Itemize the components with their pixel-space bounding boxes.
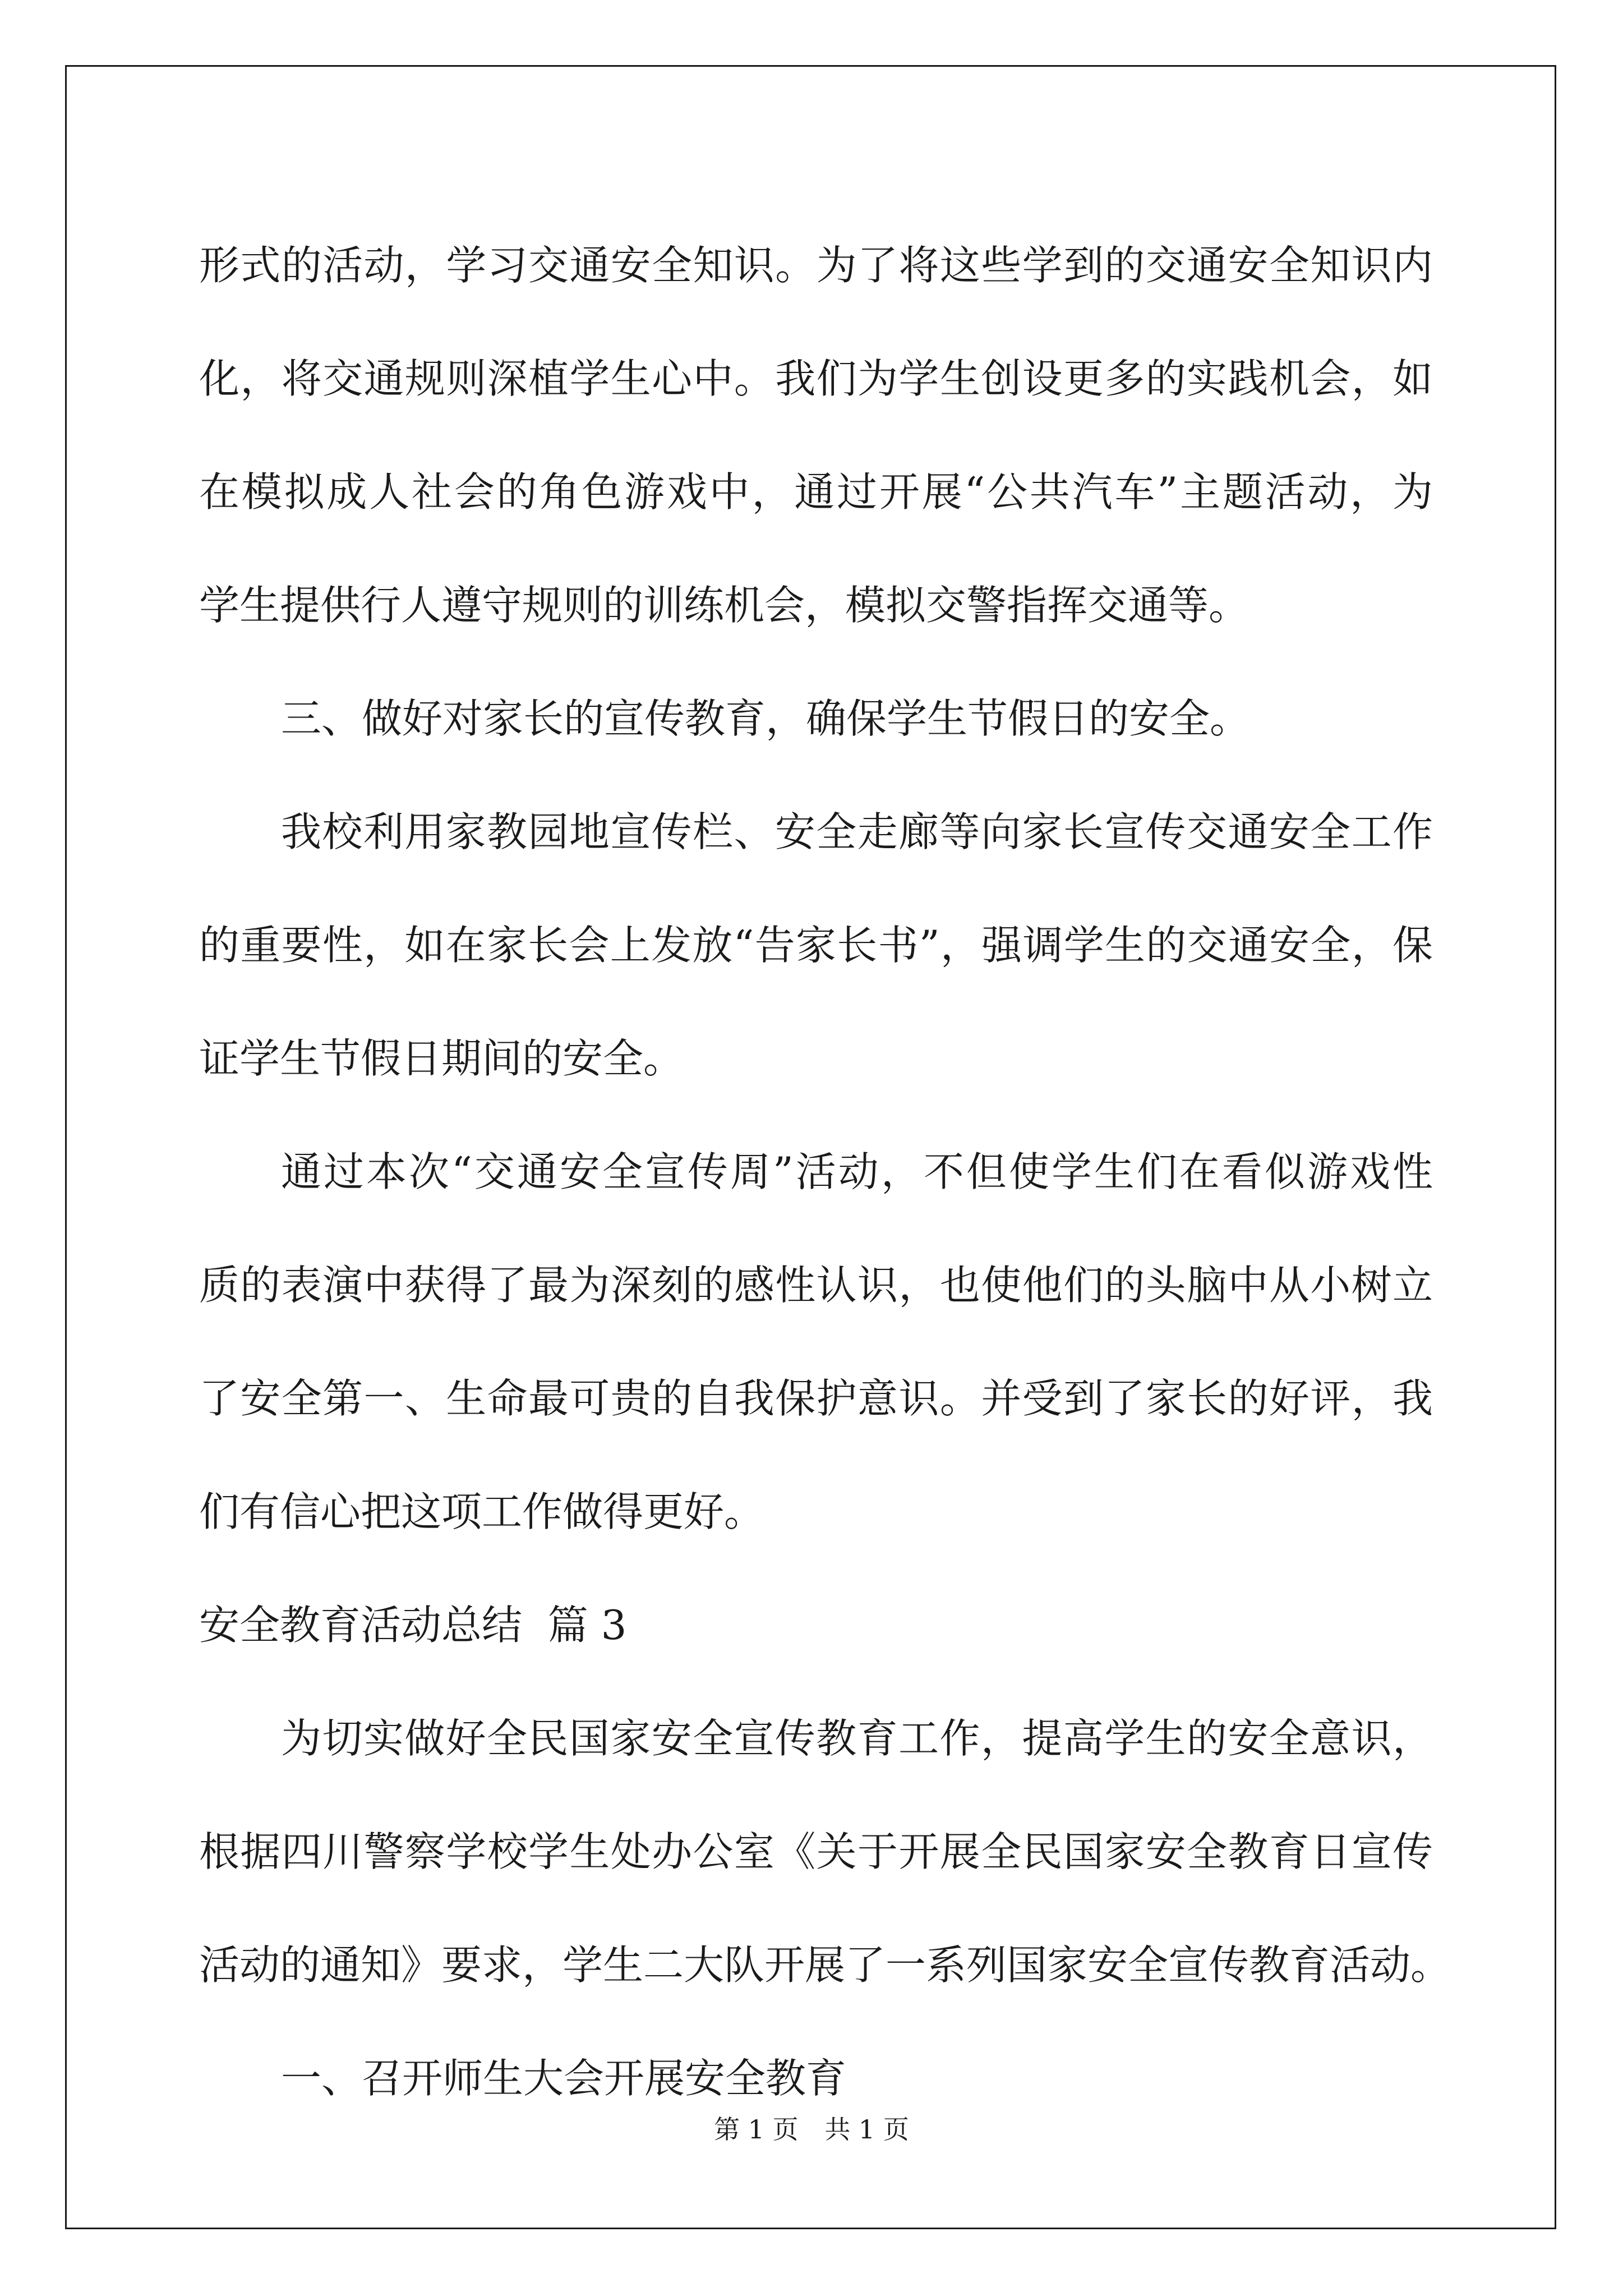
page-number: 第 1 页 <box>714 2114 799 2145</box>
paragraph-line: 通过本次“交通安全宣传周”活动，不但使学生们在看似游戏性 <box>281 1148 1433 1195</box>
paragraph-line: 学生提供行人遵守规则的训练机会，模拟交警指挥交通等。 <box>199 582 1249 629</box>
paragraph-line: 活动的通知》要求，学生二大队开展了一系列国家安全宣传教育活动。 <box>199 1941 1451 1989</box>
paragraph-line: 在模拟成人社会的角色游戏中，通过开展“公共汽车”主题活动，为 <box>199 468 1433 516</box>
paragraph-line: 形式的活动，学习交通安全知识。为了将这些学到的交通安全知识内 <box>199 242 1433 289</box>
paragraph-line: 了安全第一、生命最可贵的自我保护意识。并受到了家长的好评，我 <box>199 1375 1433 1422</box>
paragraph-line: 质的表演中获得了最为深刻的感性认识，也使他们的头脑中从小树立 <box>199 1262 1433 1309</box>
section-heading-3: 三、做好对家长的宣传教育，确保学生节假日的安全。 <box>281 695 1251 742</box>
paragraph-line: 证学生节假日期间的安全。 <box>199 1035 684 1082</box>
page-total: 共 1 页 <box>824 2114 909 2145</box>
paragraph-line: 的重要性，如在家长会上发放“告家长书”，强调学生的交通安全，保 <box>199 922 1433 969</box>
section-heading-1: 一、召开师生大会开展安全教育 <box>281 2055 847 2102</box>
paragraph-line: 们有信心把这项工作做得更好。 <box>199 1488 765 1535</box>
paragraph-line: 化，将交通规则深植学生心中。我们为学生创设更多的实践机会，如 <box>199 355 1433 402</box>
paragraph-line: 为切实做好全民国家安全宣传教育工作，提高学生的安全意识， <box>281 1715 1433 1762</box>
paragraph-line: 根据四川警察学校学生处办公室《关于开展全民国家安全教育日宣传 <box>199 1828 1433 1875</box>
document-body <box>199 209 1451 2135</box>
page-footer <box>0 2109 1623 2146</box>
paragraph-line: 我校利用家教园地宣传栏、安全走廊等向家长宣传交通安全工作 <box>281 808 1433 855</box>
article-heading: 安全教育活动总结 篇 3 <box>199 1602 627 1649</box>
